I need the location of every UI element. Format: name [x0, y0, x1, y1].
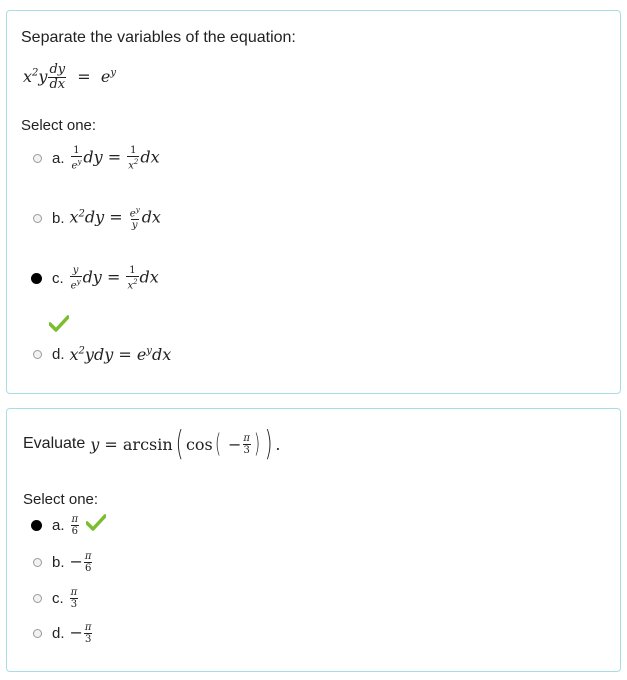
- option-letter: a.: [52, 517, 65, 534]
- question-text: Separate the variables of the equation:: [21, 29, 296, 46]
- option-math: $\frac{y}{e^y}$ dy = $\frac{1}{x^2}$ dx: [70, 265, 159, 292]
- option-math: $x^2dy$ = $\frac{e^y}{y}$ dx: [69, 206, 161, 232]
- option-math: − $\frac{\pi}{3}$: [69, 622, 92, 645]
- option-a[interactable]: [31, 514, 106, 537]
- question-card-2: [6, 408, 621, 672]
- radio-icon[interactable]: [33, 629, 42, 638]
- equation: $x^2y$ $\frac{dy}{dx}$ = $e^y$: [23, 62, 117, 92]
- option-b[interactable]: [33, 205, 161, 231]
- radio-icon[interactable]: [33, 154, 42, 163]
- question-card-1: [6, 10, 621, 394]
- option-letter: d.: [52, 346, 65, 363]
- option-letter: d.: [52, 625, 65, 642]
- radio-icon[interactable]: [33, 558, 42, 567]
- select-one-label: Select one:: [21, 117, 97, 134]
- option-math: $\frac{\pi}{3}$: [70, 587, 78, 610]
- option-letter: c.: [52, 590, 64, 607]
- option-letter: b.: [52, 554, 65, 571]
- option-c[interactable]: [31, 265, 159, 291]
- option-letter: a.: [52, 149, 65, 167]
- question-text: [23, 424, 281, 464]
- option-c[interactable]: [33, 587, 79, 610]
- radio-icon[interactable]: [33, 350, 42, 359]
- option-math: $x^2ydy = e^ydx$: [69, 345, 172, 364]
- radio-icon[interactable]: [33, 594, 42, 603]
- radio-icon[interactable]: [31, 520, 42, 531]
- radio-icon[interactable]: [31, 273, 42, 284]
- option-math: − $\frac{\pi}{6}$: [69, 551, 92, 574]
- option-letter: c.: [52, 269, 64, 287]
- option-math: $\frac{\pi}{6}$: [71, 514, 79, 537]
- check-icon: [49, 315, 69, 338]
- option-math: $\frac{1}{e^y}$ dy = $\frac{1}{x^2}$ dx: [71, 145, 160, 172]
- select-one-label: Select one:: [23, 491, 99, 508]
- check-icon: [86, 514, 106, 537]
- equation: y = arcsin ( cos ( − $\frac{\pi}{3}$ ) ) .: [90, 424, 281, 464]
- option-a[interactable]: [33, 145, 160, 171]
- option-d[interactable]: [33, 345, 171, 364]
- option-d[interactable]: [33, 622, 94, 645]
- prompt-prefix: Evaluate: [23, 435, 86, 452]
- option-b[interactable]: [33, 551, 94, 574]
- radio-icon[interactable]: [33, 214, 42, 223]
- option-letter: b.: [52, 209, 65, 227]
